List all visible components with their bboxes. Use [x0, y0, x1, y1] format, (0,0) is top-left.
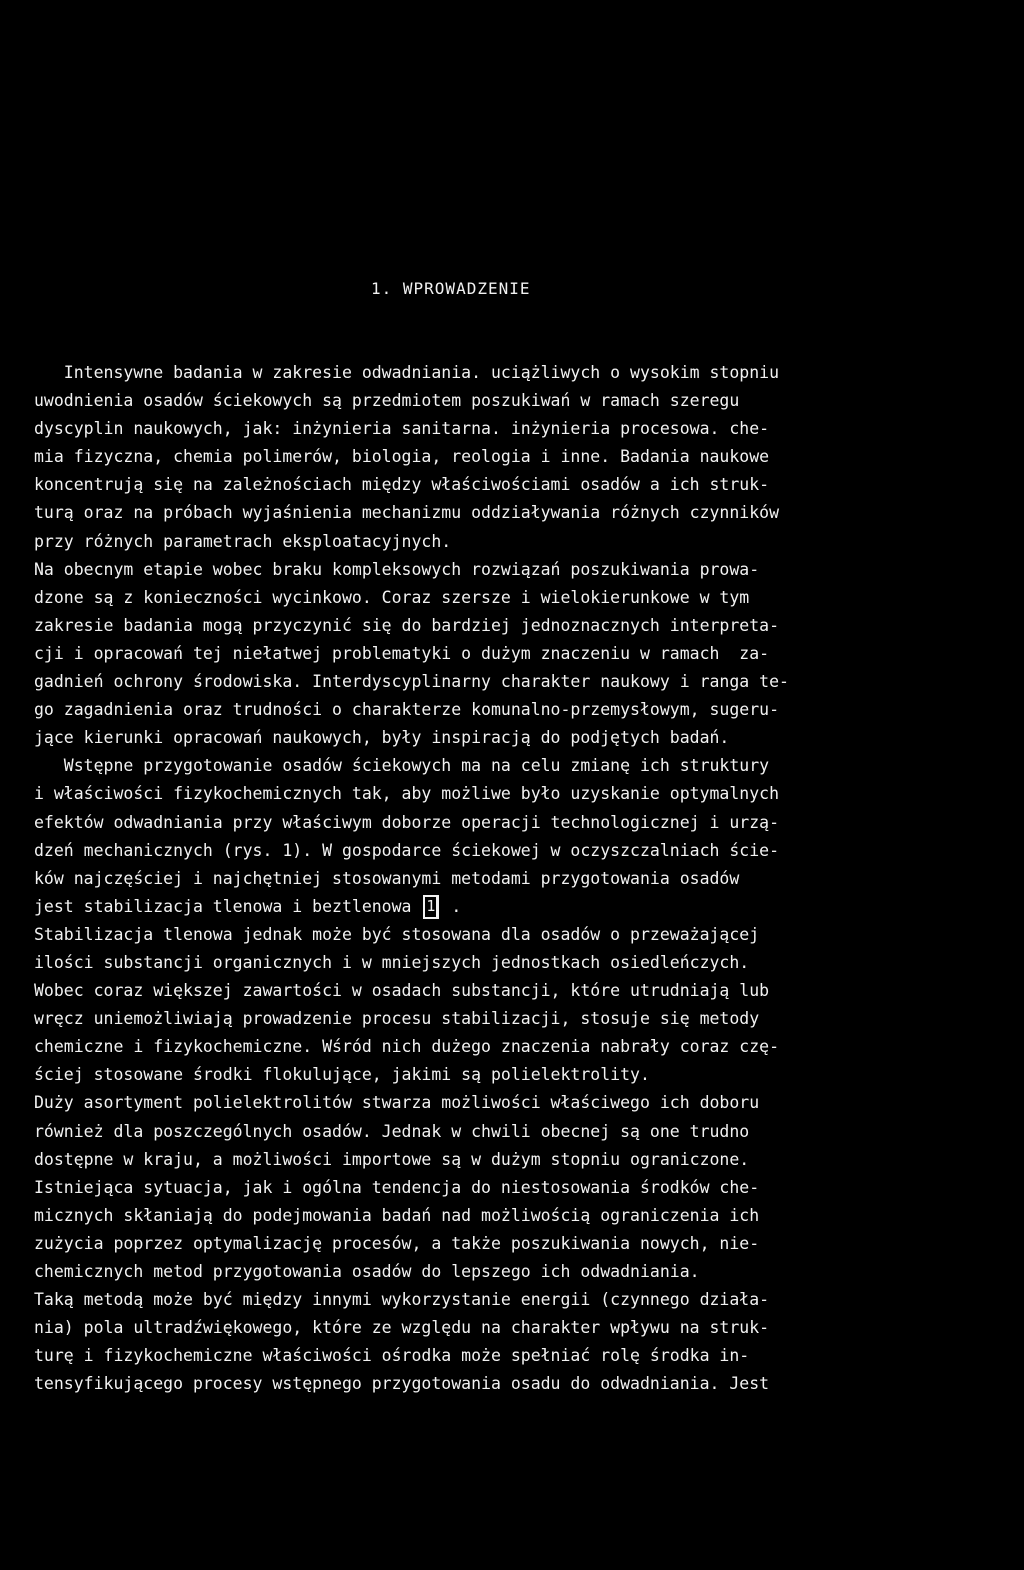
- text-line-with-reference: [34, 893, 904, 921]
- text-line: dzone są z konieczności wycinkowo. Coraz szersze i wielokierunkowe w tym: [34, 587, 750, 607]
- text-line: Taką metodą może być między innymi wykorzystanie energii (czynnego działa-: [34, 1290, 770, 1310]
- text-line: turą oraz na próbach wyjaśnienia mechanizmu oddziaływania różnych czynników: [34, 503, 780, 523]
- text-line: dyscyplin naukowych, jak: inżynieria sanitarna. inżynieria procesowa. che-: [34, 419, 770, 439]
- text-line: uwodnienia osadów ściekowych są przedmiotem poszukiwań w ramach szeregu: [34, 391, 740, 411]
- citation-reference: 1: [423, 895, 439, 919]
- text-line: dostępne w kraju, a możliwości importowe są w dużym stopniu ograniczone.: [34, 1149, 750, 1169]
- text-line: chemicznych metod przygotowania osadów do lepszego ich odwadniania.: [34, 1262, 700, 1281]
- text-line: i właściwości fizykochemicznych tak, aby możliwe było uzyskanie optymalnych: [34, 784, 780, 804]
- text-line: ściej stosowane środki flokulujące, jakimi są polielektrolity.: [34, 1065, 650, 1085]
- text-line: dzeń mechanicznych (rys. 1). W gospodarce ściekowej w oczyszczalniach ście-: [34, 840, 780, 860]
- text-line: Intensywne badania w zakresie odwadniania. uciążliwych o wysokim stopniu: [34, 363, 780, 382]
- text-line: cji i opracowań tej niełatwej problematyki o dużym znaczeniu w ramach za-: [34, 643, 770, 663]
- text-line: zakresie badania mogą przyczynić się do bardziej jednoznacznych interpreta-: [34, 615, 780, 635]
- text-line: koncentrują się na zależnościach między właściwościami osadów a ich struk-: [34, 475, 770, 495]
- text-line: micznych skłaniają do podejmowania badań nad możliwością ograniczenia ich: [34, 1205, 760, 1225]
- text-line: przy różnych parametrach eksploatacyjnych.: [34, 531, 452, 551]
- section-heading: 1. WPROWADZENIE: [371, 279, 531, 298]
- text-line: Wobec coraz większej zawartości w osadach substancji, które utrudniają lub: [34, 981, 770, 1001]
- text-line: tensyfikującego procesy wstępnego przygotowania osadu do odwadniania. Jest: [34, 1374, 770, 1394]
- reference-lead-text: jest stabilizacja tlenowa i beztlenowa: [34, 896, 422, 916]
- text-line: Wstępne przygotowanie osadów ściekowych ma na celu zmianę ich struktury: [34, 756, 770, 776]
- text-line: zużycia poprzez optymalizację procesów, a także poszukiwania nowych, nie-: [34, 1233, 760, 1253]
- text-line: mia fizyczna, chemia polimerów, biologia, reologia i inne. Badania naukowe: [34, 447, 770, 467]
- text-line: wręcz uniemożliwiają prowadzenie procesu stabilizacji, stosuje się metody: [34, 1009, 760, 1029]
- text-line: go zagadnienia oraz trudności o charakterze komunalno-przemysłowym, sugeru-: [34, 700, 780, 720]
- text-line: Istniejąca sytuacja, jak i ogólna tendencja do niestosowania środków che-: [34, 1177, 760, 1197]
- text-line: również dla poszczególnych osadów. Jednak w chwili obecnej są one trudno: [34, 1121, 750, 1141]
- text-line: Na obecnym etapie wobec braku kompleksowych rozwiązań poszukiwania prowa-: [34, 559, 760, 579]
- text-line: efektów odwadniania przy właściwym doborze operacji technologicznej i urzą-: [34, 812, 780, 832]
- text-line: gadnień ochrony środowiska. Interdyscyplinarny charakter naukowy i ranga te-: [34, 672, 789, 692]
- text-line: ków najczęściej i najchętniej stosowanymi metodami przygotowania osadów: [34, 868, 740, 888]
- text-line: Stabilizacja tlenowa jednak może być stosowana dla osadów o przeważającej: [34, 924, 760, 944]
- text-line: chemiczne i fizykochemiczne. Wśród nich dużego znaczenia nabrały coraz czę-: [34, 1037, 780, 1057]
- text-line: nia) pola ultradźwiękowego, które ze względu na charakter wpływu na struk-: [34, 1318, 770, 1338]
- text-line: jące kierunki opracowań naukowych, były inspiracją do podjętych badań.: [34, 728, 730, 748]
- text-line: ilości substancji organicznych i w mniejszych jednostkach osiedleńczych.: [34, 952, 750, 972]
- reference-trail-text: .: [441, 896, 462, 916]
- text-line: turę i fizykochemiczne właściwości ośrodka może spełniać rolę środka in-: [34, 1346, 750, 1366]
- text-line: Duży asortyment polielektrolitów stwarza możliwości właściwego ich doboru: [34, 1093, 760, 1113]
- body-text: [34, 359, 904, 1398]
